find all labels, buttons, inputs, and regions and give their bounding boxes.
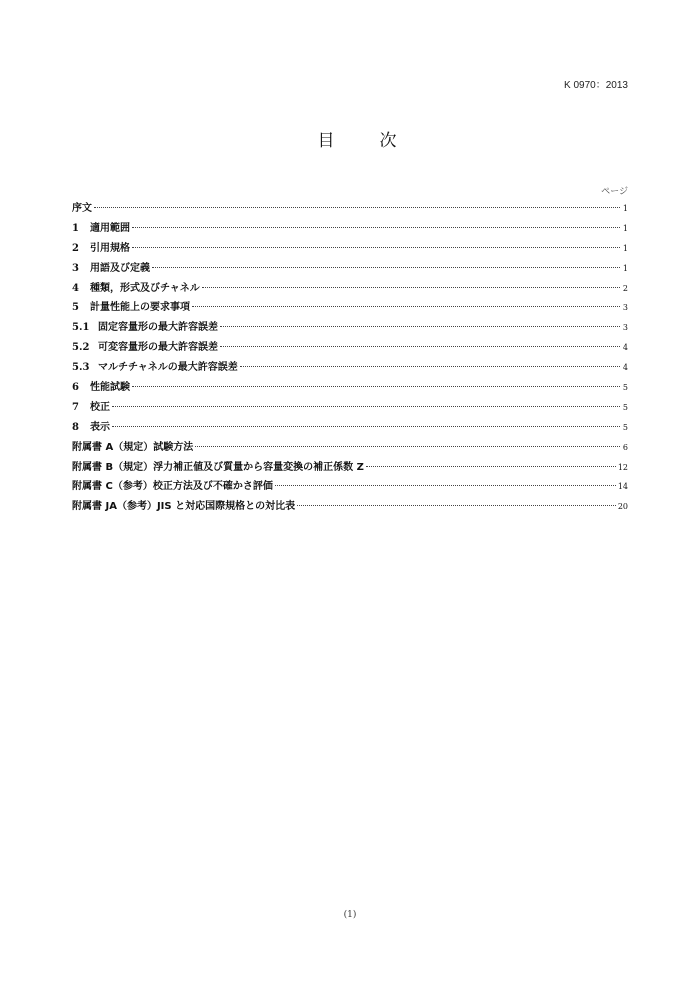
toc-entry-label: マルチチャネルの最大許容誤差 — [98, 362, 238, 374]
toc-entry-label: 附属書 B（規定）浮力補正値及び質量から容量変換の補正係数 Z — [72, 461, 364, 473]
toc-entry[interactable] — [72, 378, 628, 398]
toc-entry-label: 性能試験 — [90, 382, 130, 394]
toc-entry-page: 5 — [622, 402, 628, 412]
dot-leader — [132, 227, 620, 228]
toc-entry-label: 引用規格 — [90, 242, 130, 254]
toc-entry-label: 附属書 C（参考）校正方法及び不確かさ評価 — [72, 481, 273, 493]
dot-leader — [202, 287, 620, 288]
toc-entry-page: 1 — [622, 223, 628, 233]
toc-entry-label: 表示 — [90, 421, 110, 433]
toc-entry[interactable] — [72, 438, 628, 458]
toc-entry-number: 3 — [72, 262, 79, 274]
dot-leader — [366, 466, 616, 467]
toc-entry-number: 5 — [72, 302, 79, 314]
toc-entry-label: 計量性能上の要求事項 — [90, 302, 190, 314]
toc-entry[interactable] — [72, 199, 628, 219]
toc-entry[interactable] — [72, 398, 628, 418]
document-code: K 0970：2013 — [564, 80, 628, 91]
toc-entry[interactable] — [72, 259, 628, 279]
toc-entry-label: 附属書 A（規定）試験方法 — [72, 441, 194, 453]
toc-entry-number: 5.3 — [72, 362, 90, 374]
toc-entry-page: 5 — [622, 422, 628, 432]
toc-entry-page: 1 — [622, 263, 628, 273]
toc-entry-label: 適用範囲 — [90, 222, 130, 234]
dot-leader — [220, 346, 620, 347]
toc-entry-page: 12 — [617, 462, 628, 472]
toc-entry[interactable] — [72, 338, 628, 358]
toc-entry[interactable] — [72, 239, 628, 259]
toc-entry-page: 5 — [622, 383, 628, 393]
dot-leader — [112, 406, 620, 407]
toc-entry-number: 6 — [72, 382, 79, 394]
toc-entry[interactable] — [72, 458, 628, 478]
dot-leader — [275, 485, 616, 486]
toc-entry-number: 2 — [72, 242, 79, 254]
dot-leader — [132, 247, 620, 248]
dot-leader — [220, 326, 620, 327]
toc-entry-page: 1 — [622, 204, 628, 213]
toc-entry-page: 14 — [617, 482, 628, 492]
toc-entry-number: 7 — [72, 401, 79, 413]
toc-entry-number: 5.2 — [72, 342, 90, 354]
toc-entry-label: 種類，形式及びチャネル — [90, 282, 200, 294]
toc-entry[interactable] — [72, 219, 628, 239]
dot-leader — [195, 446, 620, 447]
toc-entry-page: 4 — [622, 363, 628, 373]
page-column-label: ページ — [601, 187, 628, 197]
toc-entry-page: 2 — [622, 283, 628, 293]
page-number: (1) — [343, 910, 357, 920]
dot-leader — [240, 366, 620, 367]
toc-entry-label: 附属書 JA（参考）JIS と対応国際規格との対比表 — [72, 501, 296, 513]
toc-entry-label: 用語及び定義 — [90, 262, 150, 274]
toc-entry[interactable] — [72, 318, 628, 338]
dot-leader — [297, 505, 616, 506]
toc-entry-page: 6 — [622, 442, 628, 452]
dot-leader — [94, 207, 620, 208]
dot-leader — [152, 267, 620, 268]
toc-entry-page: 3 — [622, 323, 628, 333]
table-of-contents — [72, 199, 628, 517]
toc-entry-page: 4 — [622, 343, 628, 353]
toc-entry-label: 可変容量形の最大許容誤差 — [98, 342, 218, 354]
toc-entry[interactable] — [72, 298, 628, 318]
page-title: 目 次 — [317, 131, 411, 151]
toc-entry-number: 4 — [72, 282, 79, 294]
toc-entry[interactable] — [72, 279, 628, 299]
toc-entry[interactable] — [72, 477, 628, 497]
toc-entry[interactable] — [72, 418, 628, 438]
toc-entry-number: 8 — [72, 421, 79, 433]
toc-entry-number: 5.1 — [72, 322, 90, 334]
toc-entry-label: 固定容量形の最大許容誤差 — [98, 322, 218, 334]
dot-leader — [132, 386, 620, 387]
toc-entry[interactable] — [72, 358, 628, 378]
toc-entry[interactable] — [72, 497, 628, 517]
toc-entry-page: 1 — [622, 243, 628, 253]
toc-entry-label: 序文 — [72, 203, 92, 214]
toc-entry-page: 3 — [622, 303, 628, 313]
toc-entry-label: 校正 — [90, 401, 110, 413]
dot-leader — [112, 426, 620, 427]
toc-entry-number: 1 — [72, 222, 79, 234]
dot-leader — [192, 306, 620, 307]
toc-entry-page: 20 — [617, 502, 628, 512]
